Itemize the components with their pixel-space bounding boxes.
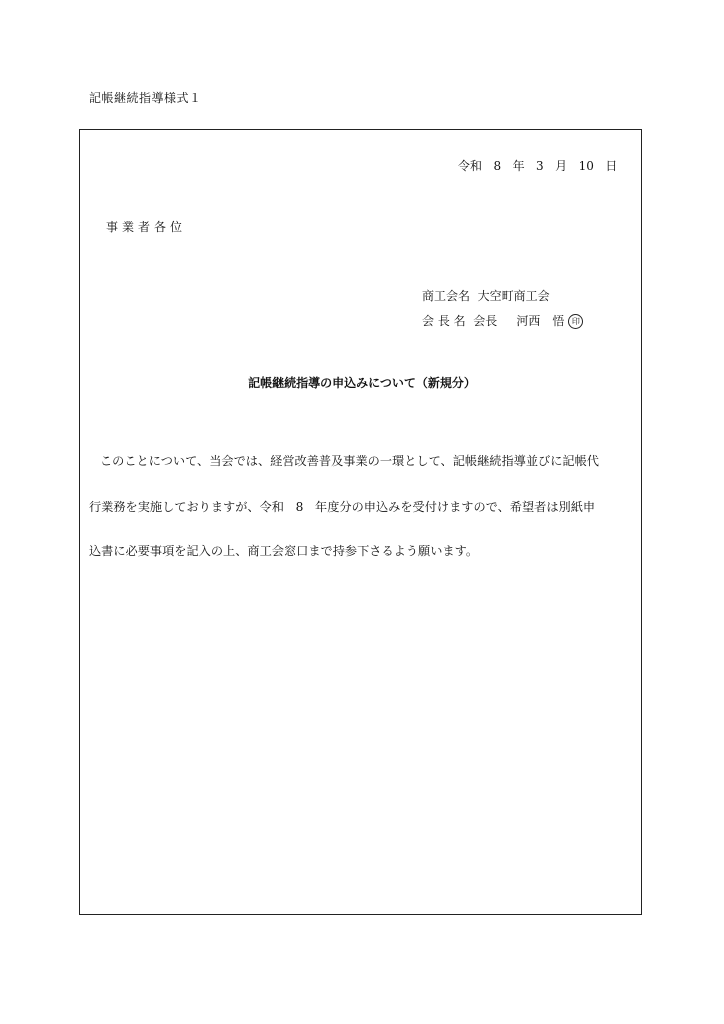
date-day-unit: 日	[605, 159, 618, 173]
sender-head-name: 河西 悟	[516, 314, 565, 328]
date-era: 令和	[458, 159, 483, 173]
sender-org-label: 商工会名	[422, 289, 471, 303]
date-year-unit: 年	[512, 159, 525, 173]
seal-icon: 印	[568, 314, 583, 329]
date-month: 3	[536, 159, 544, 173]
sender-org-line	[422, 287, 550, 304]
body-line-2-before: 行業務を実施しておりますが、令和	[89, 500, 284, 514]
body-line-2-after: 年度分の申込みを受付けますので、希望者は別紙申	[315, 500, 596, 514]
sender-head-title: 会長	[473, 314, 498, 328]
body-line-1: このことについて、当会では、経営改善普及事業の一環として、記帳継続指導並びに記帳代	[100, 454, 599, 468]
sender-org-name: 大空町商工会	[477, 289, 550, 303]
date-day: 10	[578, 159, 594, 173]
form-label: 記帳継続指導様式１	[89, 91, 202, 105]
body-line-2	[89, 498, 595, 515]
sender-head-line	[422, 312, 583, 329]
body-line-2-year: 8	[295, 500, 304, 514]
body-line-3: 込書に必要事項を記入の上、商工会窓口まで持参下さるよう願います。	[89, 544, 479, 558]
date-month-unit: 月	[555, 159, 568, 173]
date-line	[458, 157, 617, 174]
date-year: 8	[493, 159, 502, 173]
document-title: 記帳継続指導の申込みについて（新規分）	[248, 376, 476, 390]
document-frame	[79, 129, 642, 915]
sender-head-label: 会 長 名	[422, 314, 466, 328]
addressee: 事業者各位	[106, 220, 187, 234]
